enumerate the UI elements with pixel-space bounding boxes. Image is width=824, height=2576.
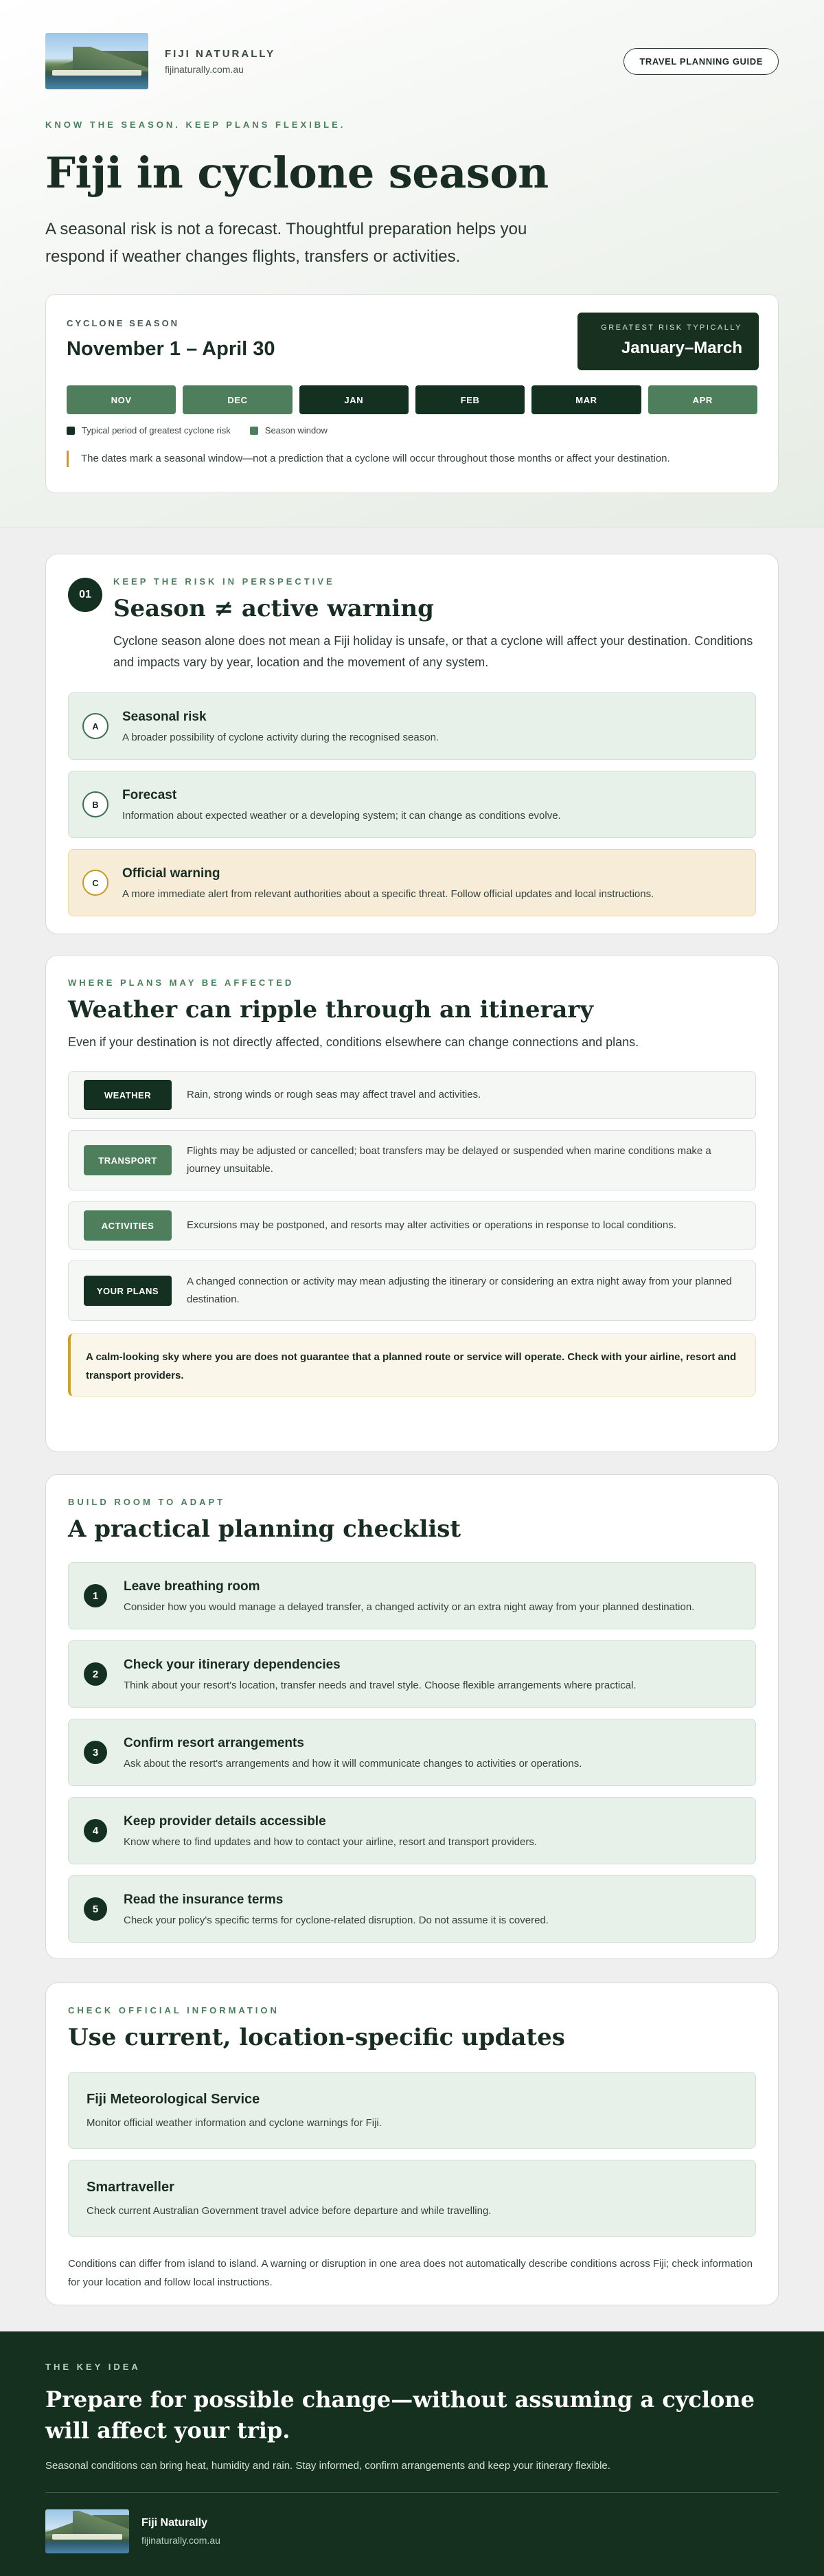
season-dates: November 1 – April 30 <box>67 338 275 360</box>
risk-level-item <box>68 849 756 916</box>
season-card <box>45 294 779 493</box>
impact-tag: YOUR PLANS <box>84 1276 172 1306</box>
legend-window-label: Season window <box>264 425 328 436</box>
official-source-card[interactable] <box>68 2072 756 2149</box>
legend-window-swatch <box>250 427 258 435</box>
checklist-item <box>68 1562 756 1629</box>
risk-level-title: Seasonal risk <box>122 709 207 724</box>
month-mar: MAR <box>531 385 641 414</box>
checklist-item <box>68 1875 756 1943</box>
brand-name: FIJI NATURALLY <box>165 47 276 60</box>
month-nov: NOV <box>67 385 176 414</box>
season-label: CYCLONE SEASON <box>67 318 180 328</box>
impacts-eyebrow: WHERE PLANS MAY BE AFFECTED <box>68 978 295 988</box>
impacts-list <box>68 1071 756 1321</box>
topbar <box>45 33 779 89</box>
checklist-item <box>68 1719 756 1786</box>
greatest-risk-label: GREATEST RISK TYPICALLY <box>601 324 742 332</box>
footer-brand[interactable] <box>45 2509 779 2553</box>
checklist-title: A practical planning checklist <box>68 1515 461 1543</box>
hero <box>0 0 824 528</box>
impacts-section <box>45 955 779 1452</box>
impact-tag: TRANSPORT <box>84 1145 172 1175</box>
checklist-item-title: Check your itinerary dependencies <box>124 1657 341 1672</box>
perspective-lead: Cyclone season alone does not mean a Fiji holiday is unsafe, or that a cyclone will affect your destination. Conditions and impacts vary by year, location and the movement of any system. <box>113 634 753 669</box>
risk-levels-list <box>68 692 756 916</box>
impact-text: Rain, strong winds or rough seas may affect travel and activities. <box>187 1089 481 1100</box>
official-eyebrow: CHECK OFFICIAL INFORMATION <box>68 2005 279 2015</box>
checklist-item-description: Ask about the resort's arrangements and how it will communicate changes to activities or operations. <box>124 1757 582 1770</box>
impact-text: Excursions may be postponed, and resorts may alter activities or operations in response to local conditions. <box>187 1219 676 1231</box>
perspective-eyebrow: KEEP THE RISK IN PERSPECTIVE <box>113 576 335 587</box>
impact-item <box>68 1201 756 1250</box>
risk-level-description: A broader possibility of cyclone activity during the recognised season. <box>122 731 439 743</box>
risk-level-description: Information about expected weather or a developing system; it can change as conditions evolve. <box>122 809 561 822</box>
official-source-card[interactable] <box>68 2160 756 2237</box>
impacts-lead: Even if your destination is not directly affected, conditions elsewhere can change connections and plans. <box>68 1035 639 1049</box>
checklist-list <box>68 1562 756 1943</box>
footer-brand-name: Fiji Naturally <box>141 2517 208 2529</box>
checklist-number: 3 <box>84 1741 107 1764</box>
risk-level-description: A more immediate alert from relevant authorities about a specific threat. Follow official updates and local instructions. <box>122 888 654 900</box>
checklist-item-title: Read the insurance terms <box>124 1892 284 1907</box>
impact-item <box>68 1130 756 1190</box>
checklist-item <box>68 1797 756 1864</box>
risk-letter-badge: C <box>82 870 108 896</box>
official-sources-list <box>68 2072 756 2237</box>
footer-brand-photo <box>45 2509 129 2553</box>
brand[interactable] <box>45 33 275 89</box>
hero-eyebrow: KNOW THE SEASON. KEEP PLANS FLEXIBLE. <box>45 120 346 130</box>
footer-eyebrow: THE KEY IDEA <box>45 2362 141 2372</box>
month-feb: FEB <box>415 385 525 414</box>
footer <box>0 2331 824 2576</box>
month-timeline <box>67 385 757 414</box>
checklist-item-description: Think about your resort's location, transfer needs and travel style. Choose flexible arrangements where practical. <box>124 1679 637 1691</box>
impact-item <box>68 1071 756 1119</box>
season-note: The dates mark a seasonal window—not a prediction that a cyclone will occur throughout those months or affect your destination. <box>67 451 757 467</box>
brand-url: fijinaturally.com.au <box>165 63 244 75</box>
impacts-callout: A calm-looking sky where you are does not guarantee that a planned route or service will operate. Check with your airline, resort and transport providers. <box>68 1333 756 1397</box>
checklist-item-title: Keep provider details accessible <box>124 1814 326 1829</box>
checklist-section <box>45 1474 779 1959</box>
risk-letter-badge: B <box>82 791 108 817</box>
checklist-item-description: Check your policy's specific terms for cyclone-related disruption. Do not assume it is covered. <box>124 1914 549 1926</box>
legend-peak-label: Typical period of greatest cyclone risk <box>82 425 231 436</box>
legend-peak-swatch <box>67 427 75 435</box>
impact-tag: ACTIVITIES <box>84 1210 172 1241</box>
impact-tag: WEATHER <box>84 1080 172 1110</box>
official-source-description: Check current Australian Government travel advice before departure and while travelling. <box>87 2205 492 2217</box>
official-source-title: Smartraveller <box>87 2180 174 2195</box>
checklist-number: 2 <box>84 1662 107 1686</box>
official-source-description: Monitor official weather information and cyclone warnings for Fiji. <box>87 2117 382 2129</box>
impact-text: A changed connection or activity may mean adjusting the itinerary or considering an extra night away from your planned destination. <box>187 1276 732 1305</box>
month-dec: DEC <box>183 385 292 414</box>
impacts-title: Weather can ripple through an itinerary <box>68 996 594 1024</box>
risk-level-title: Official warning <box>122 866 220 881</box>
footer-brand-url: fijinaturally.com.au <box>141 2535 220 2546</box>
month-jan: JAN <box>299 385 409 414</box>
official-source-title: Fiji Meteorological Service <box>87 2092 260 2107</box>
risk-level-title: Forecast <box>122 787 177 802</box>
page-title: Fiji in cyclone season <box>45 148 549 198</box>
perspective-title: Season ≠ active warning <box>113 595 434 622</box>
checklist-eyebrow: BUILD ROOM TO ADAPT <box>68 1497 226 1507</box>
checklist-number: 4 <box>84 1819 107 1842</box>
perspective-section <box>45 554 779 934</box>
checklist-number: 1 <box>84 1584 107 1607</box>
checklist-number: 5 <box>84 1897 107 1921</box>
impact-text: Flights may be adjusted or cancelled; boat transfers may be delayed or suspended when marine conditions make a journey unsuitable. <box>187 1145 711 1175</box>
section-number-badge: 01 <box>68 578 102 612</box>
official-footnote: Conditions can differ from island to island. A warning or disruption in one area does not automatically describe conditions across Fiji; check information for your location and follow local instructions. <box>68 2258 753 2288</box>
checklist-item-title: Confirm resort arrangements <box>124 1735 304 1750</box>
checklist-item-description: Consider how you would manage a delayed transfer, a changed activity or an extra night away from your planned destination. <box>124 1601 695 1613</box>
checklist-item <box>68 1640 756 1708</box>
official-info-section <box>45 1982 779 2305</box>
risk-level-item <box>68 692 756 760</box>
greatest-risk-value: January–March <box>621 339 742 357</box>
official-title: Use current, location-specific updates <box>68 2024 565 2051</box>
brand-photo <box>45 33 148 89</box>
greatest-risk-box <box>577 313 759 370</box>
hero-lead: A seasonal risk is not a forecast. Thoughtful preparation helps you respond if weather changes flights, transfers or activities. <box>45 220 527 266</box>
checklist-item-description: Know where to find updates and how to contact your airline, resort and transport providers. <box>124 1835 537 1848</box>
impact-item <box>68 1261 756 1321</box>
footer-divider <box>45 2492 779 2493</box>
risk-letter-badge: A <box>82 713 108 739</box>
footer-subtext: Seasonal conditions can bring heat, humidity and rain. Stay informed, confirm arrangements and keep your itinerary flexible. <box>45 2460 610 2472</box>
month-apr: APR <box>648 385 757 414</box>
travel-planning-guide-button[interactable]: TRAVEL PLANNING GUIDE <box>623 48 779 75</box>
footer-headline: Prepare for possible change—without assuming a cyclone will affect your trip. <box>45 2386 755 2443</box>
checklist-item-title: Leave breathing room <box>124 1579 260 1594</box>
risk-level-item <box>68 771 756 838</box>
timeline-legend <box>67 425 757 436</box>
